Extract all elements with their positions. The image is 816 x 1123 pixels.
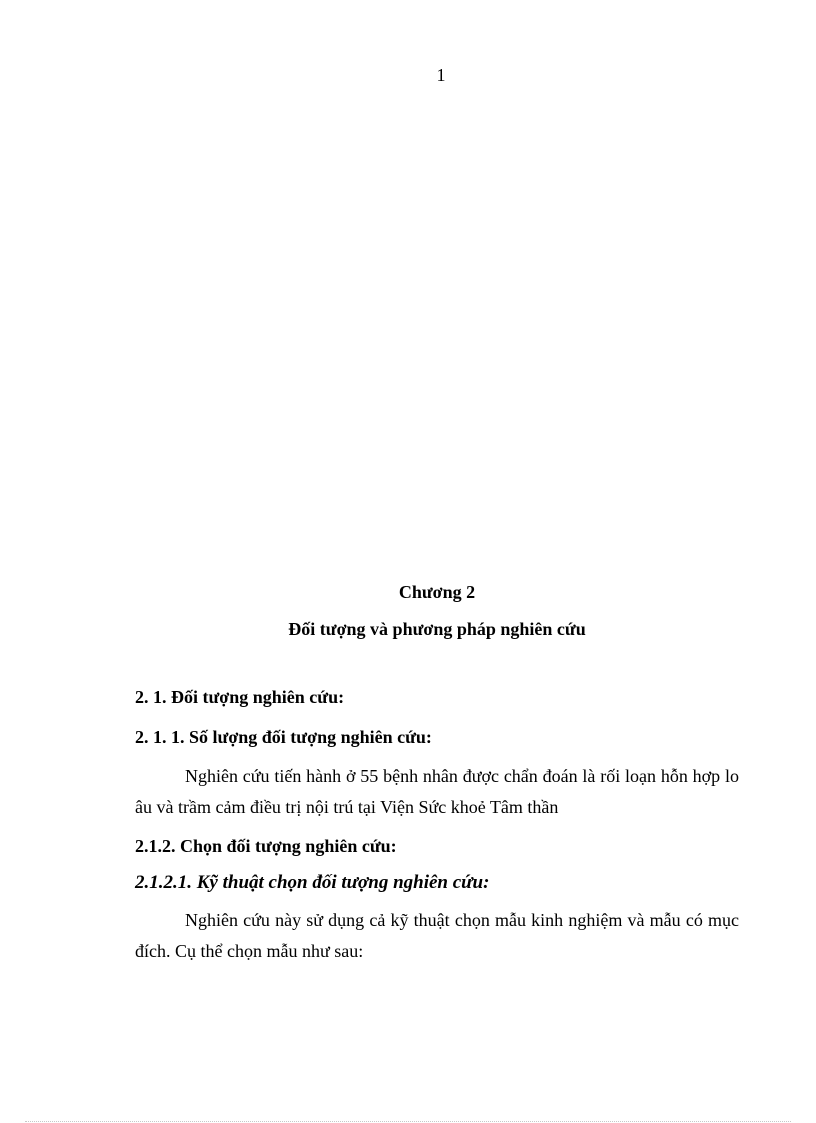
section-heading-2-1: 2. 1. Đối tượng nghiên cứu: xyxy=(135,687,345,707)
section-heading-2-1-2-1: 2.1.2.1. Kỹ thuật chọn đối tượng nghiên cứu: xyxy=(135,872,490,893)
page-bottom-divider xyxy=(25,1121,791,1122)
chapter-title: Chương 2 xyxy=(398,582,476,602)
section-heading-2-1-2: 2.1.2. Chọn đối tượng nghiên cứu: xyxy=(135,836,397,856)
section-heading-2-1-1: 2. 1. 1. Số lượng đối tượng nghiên cứu: xyxy=(135,727,432,747)
paragraph-sampling-technique: Nghiên cứu này sử dụng cả kỹ thuật chọn mẫu kinh nghiệm và mẫu có mục đích. Cụ thể chọn mẫu như sau: xyxy=(135,910,739,961)
chapter-subtitle: Đối tượng và phương pháp nghiên cứu xyxy=(288,619,586,639)
paragraph-sample-size: Nghiên cứu tiến hành ở 55 bệnh nhân được chẩn đoán là rối loạn hỗn hợp lo âu và trầm cảm điều trị nội trú tại Viện Sức khoẻ Tâm thần xyxy=(135,766,739,817)
page-number: 1 xyxy=(436,65,446,85)
